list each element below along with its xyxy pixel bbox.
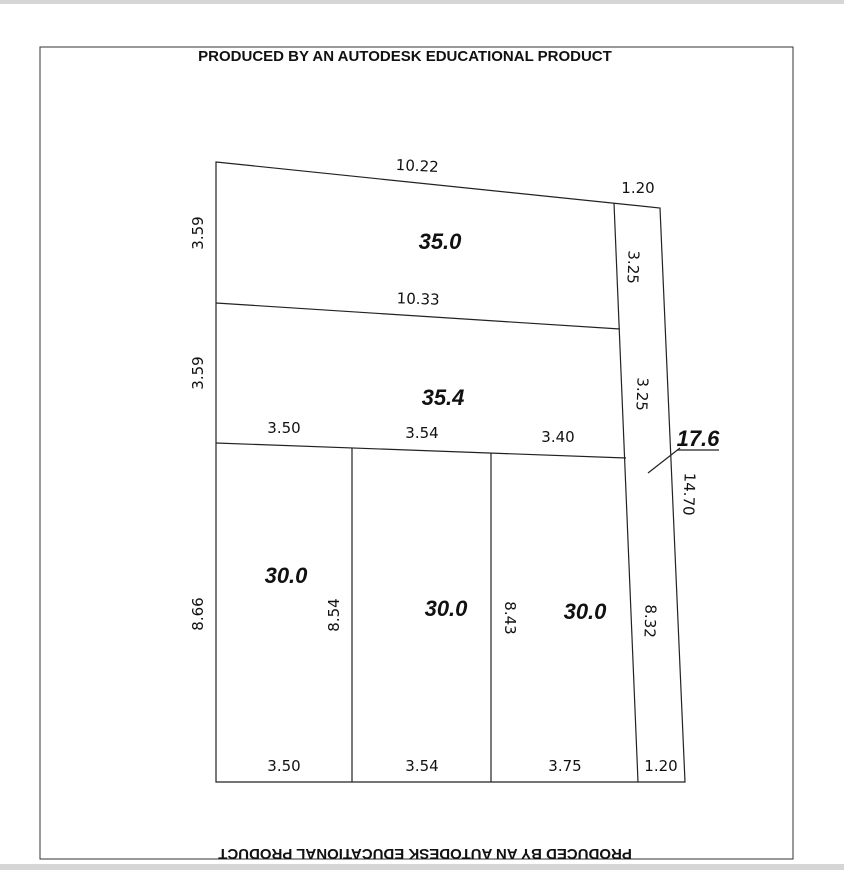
dim-divider-1: 8.54 — [325, 598, 343, 632]
dim-left-lower: 8.66 — [189, 597, 207, 631]
dim-strip-upper: 3.25 — [623, 250, 643, 285]
dim-left-upper: 3.59 — [189, 216, 207, 250]
dim-row-top-3: 3.40 — [541, 428, 575, 446]
dim-row-top-1: 3.50 — [267, 419, 301, 437]
strip-area-leader — [648, 448, 680, 473]
dim-left-middle: 3.59 — [189, 356, 207, 390]
dim-bottom-2: 3.54 — [405, 757, 439, 775]
dim-strip-middle: 3.25 — [632, 377, 652, 412]
dim-strip-total: 14.70 — [679, 472, 699, 516]
area-lot-left: 30.0 — [264, 563, 308, 588]
dim-bottom-1: 3.50 — [267, 757, 301, 775]
dim-bottom-3: 3.75 — [548, 757, 582, 775]
watermark-bottom: PRODUCED BY AN AUTODESK EDUCATIONAL PRODUCT — [218, 845, 632, 862]
area-lot-right: 30.0 — [563, 599, 607, 624]
dim-bottom-strip: 1.20 — [644, 757, 678, 775]
dim-strip-lower: 8.32 — [640, 604, 660, 639]
dim-row-top-2: 3.54 — [405, 424, 439, 442]
strip-boundary — [614, 203, 638, 782]
plot-outline — [216, 162, 685, 782]
dim-divider-2: 8.43 — [501, 601, 519, 635]
dim-top-edge: 10.22 — [395, 155, 440, 177]
area-strip: 17.6 — [676, 426, 720, 451]
dim-middle-divider: 10.33 — [396, 289, 440, 309]
dim-strip-top: 1.20 — [621, 179, 655, 197]
area-middle-lot: 35.4 — [421, 385, 465, 410]
area-top-lot: 35.0 — [418, 229, 462, 254]
area-lot-center: 30.0 — [424, 596, 468, 621]
watermark-top: PRODUCED BY AN AUTODESK EDUCATIONAL PRODUCT — [198, 48, 612, 65]
